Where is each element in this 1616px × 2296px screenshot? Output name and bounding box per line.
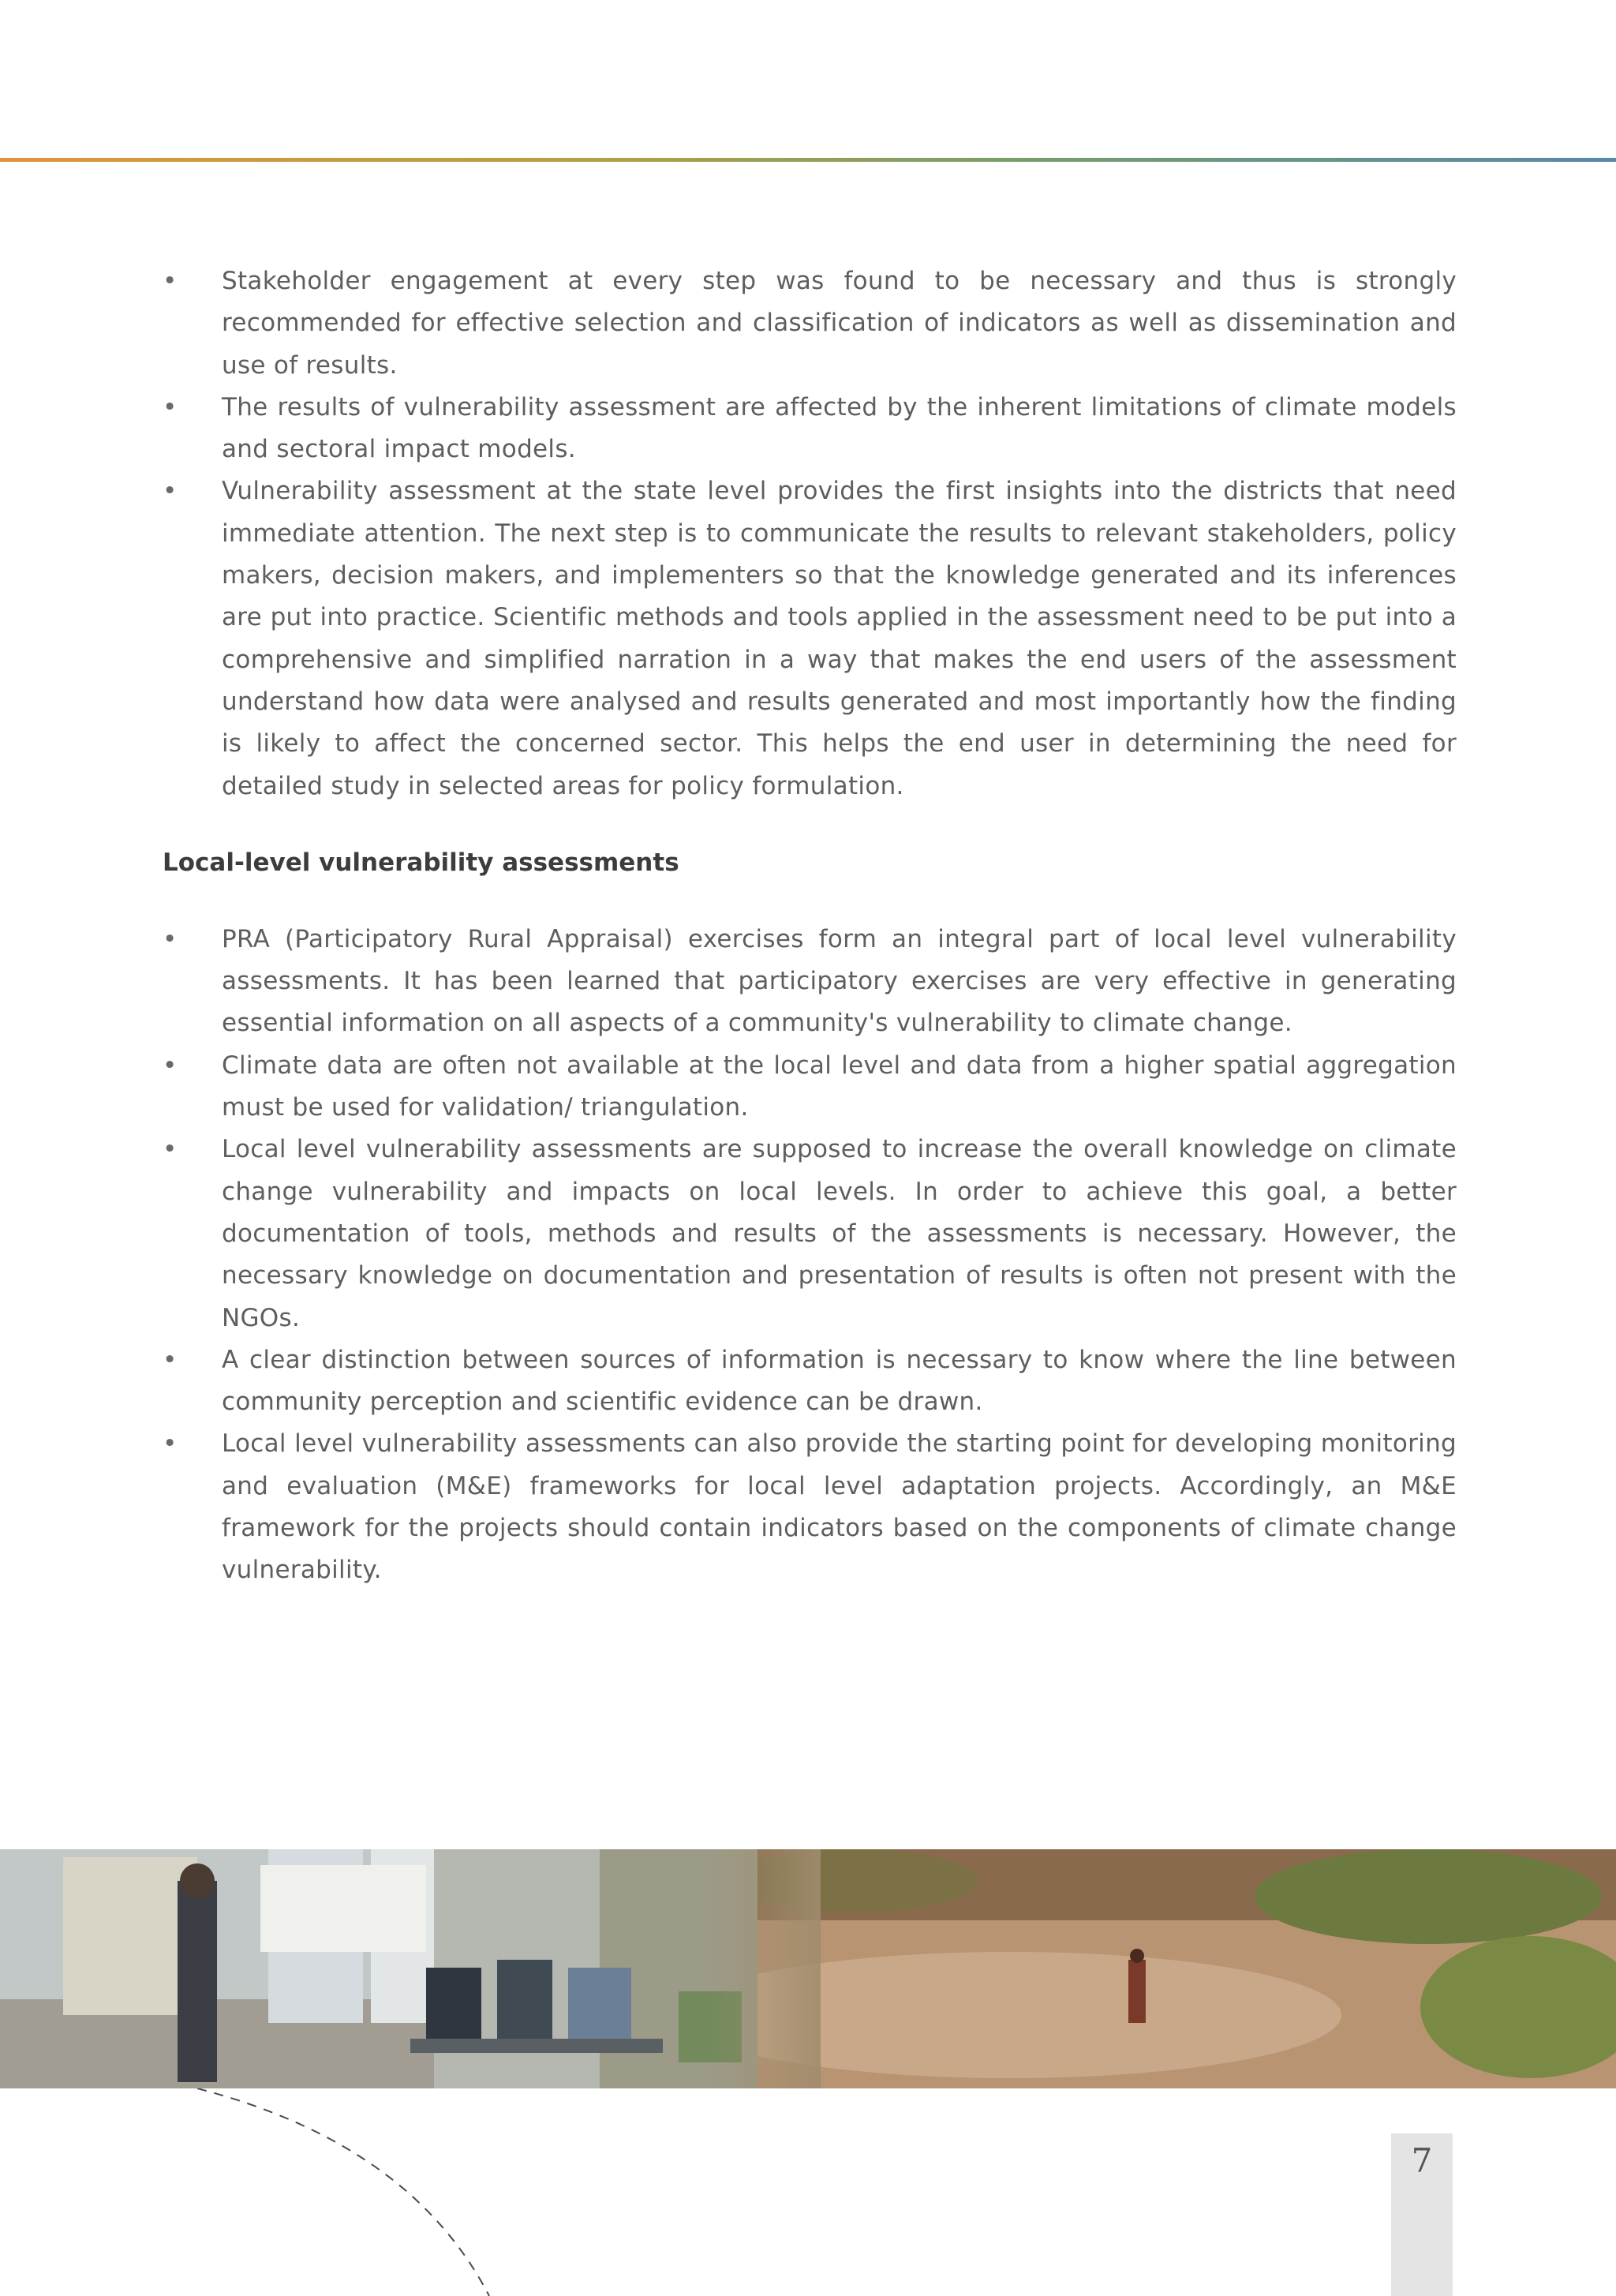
bullet-icon: • — [163, 267, 178, 295]
bullet-icon: • — [163, 392, 178, 421]
list-item — [163, 387, 1457, 471]
field-scene-illustration — [758, 1849, 1616, 2088]
photo-strip — [0, 1849, 1616, 2088]
page-number-box — [1391, 2133, 1453, 2296]
decorative-dashed-arc — [0, 2088, 552, 2296]
list-item-text: PRA (Participatory Rural Appraisal) exercises form an integral part of local level vulnerability assessments. It has been learned that participatory exercises are very effective in generating essential information on all aspects of a community's vulnerability to climate change. — [222, 924, 1457, 1038]
list-item-text: A clear distinction between sources of information is necessary to know where the line between community perception and scientific evidence can be drawn. — [222, 1345, 1457, 1417]
bullet-list-state-level — [163, 260, 1457, 807]
bullet-icon: • — [163, 1135, 178, 1164]
list-item-text: The results of vulnerability assessment are affected by the inherent limitations of climate models and sectoral impact models. — [222, 392, 1457, 464]
list-item — [163, 1423, 1457, 1591]
bullet-icon: • — [163, 1429, 178, 1459]
section-heading: Local-level vulnerability assessments — [163, 848, 679, 877]
list-item-text: Climate data are often not available at the local level and data from a higher spatial aggregation must be used for validation/ triangulation. — [222, 1051, 1457, 1122]
main-content — [163, 260, 1457, 1592]
photo-blend — [710, 1849, 821, 2088]
list-item-text: Local level vulnerability assessments are supposed to increase the overall knowledge on climate change vulnerability and impacts on local levels. In order to achieve this goal, a better documentation of tools, methods and results of the assessments is necessary. However, the necessary knowledge on documentation and presentation of results is often not present with the NGOs. — [222, 1135, 1457, 1332]
list-item — [163, 260, 1457, 387]
field-photo — [758, 1849, 1616, 2088]
list-item — [163, 1129, 1457, 1339]
header-rule — [0, 158, 1616, 162]
workshop-photo — [0, 1849, 758, 2088]
list-item — [163, 1339, 1457, 1424]
list-item — [163, 919, 1457, 1045]
bullet-list-local-level — [163, 919, 1457, 1592]
bullet-icon: • — [163, 477, 178, 506]
bullet-icon: • — [163, 924, 178, 953]
page-number: 7 — [1411, 2141, 1433, 2180]
list-item — [163, 1045, 1457, 1129]
bullet-icon: • — [163, 1051, 178, 1080]
list-item — [163, 470, 1457, 807]
list-item-text: Vulnerability assessment at the state level provides the first insights into the districts that need immediate attention. The next step is to communicate the results to relevant stakeholders, policy makers, decision makers, and implementers so that the knowledge generated and its inferences are put into practice. Scientific methods and tools applied in the assessment need to be put into a comprehensive and simplified narration in a way that makes the end users of the assessment understand how data were analysed and results generated and most importantly how the finding is likely to affect the concerned sector. This helps the end user in determining the need for detailed study in selected areas for policy formulation. — [222, 477, 1457, 800]
list-item-text: Stakeholder engagement at every step was found to be necessary and thus is strongly recommended for effective selection and classification of indicators as well as dissemination and use of results. — [222, 267, 1457, 380]
list-item-text: Local level vulnerability assessments can also provide the starting point for developing monitoring and evaluation (M&E) frameworks for local level adaptation projects. Accordingly, an M&E framework for the projects should contain indicators based on the components of climate change vulnerability. — [222, 1429, 1457, 1585]
workshop-scene-illustration — [0, 1849, 758, 2088]
bullet-icon: • — [163, 1345, 178, 1374]
